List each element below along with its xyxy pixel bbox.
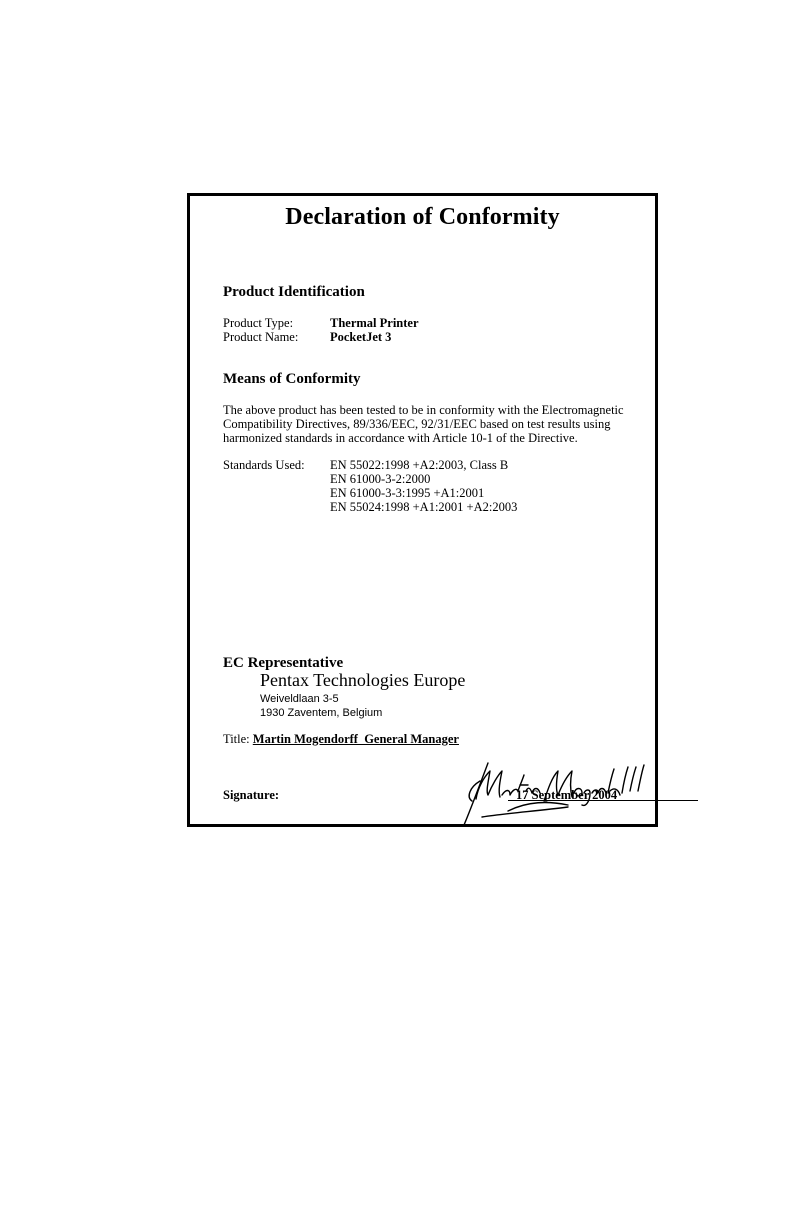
standards-used-label: Standards Used: — [223, 458, 305, 472]
title-value: Martin Mogendorff General Manager — [252, 732, 459, 746]
signature-label: Signature: — [223, 788, 280, 802]
product-type-label: Product Type: — [223, 316, 294, 330]
product-identification-heading: Product Identification — [223, 284, 365, 300]
product-name-label: Product Name: — [223, 330, 299, 344]
company-name: Pentax Technologies Europe — [260, 670, 466, 690]
conformity-paragraph-line-2: Compatibility Directives, 89/336/EEC, 92/31/EEC based on test results using — [223, 417, 611, 431]
conformity-paragraph-line-1: The above product has been tested to be in conformity with the Electromagnetic — [223, 403, 624, 417]
standard-item: EN 61000-3-3:1995 +A1:2001 — [330, 486, 485, 500]
conformity-paragraph-line-3: harmonized standards in accordance with Article 10-1 of the Directive. — [223, 431, 578, 445]
title-line — [223, 732, 459, 746]
signature-date: 17 September 2004 — [516, 788, 618, 802]
title-label: Title: — [223, 732, 250, 746]
standard-item: EN 55024:1998 +A1:2001 +A2:2003 — [330, 500, 518, 514]
standard-item: EN 61000-3-2:2000 — [330, 472, 431, 486]
address-line-1: Weiveldlaan 3-5 — [260, 693, 339, 705]
standard-item: EN 55022:1998 +A2:2003, Class B — [330, 458, 509, 472]
address-line-2: 1930 Zaventem, Belgium — [260, 707, 383, 719]
document-title: Declaration of Conformity — [285, 204, 560, 230]
ec-representative-heading: EC Representative — [223, 655, 344, 671]
product-type-value: Thermal Printer — [330, 316, 419, 330]
means-of-conformity-heading: Means of Conformity — [223, 371, 361, 387]
product-name-value: PocketJet 3 — [330, 330, 392, 344]
declaration-frame — [187, 193, 658, 827]
